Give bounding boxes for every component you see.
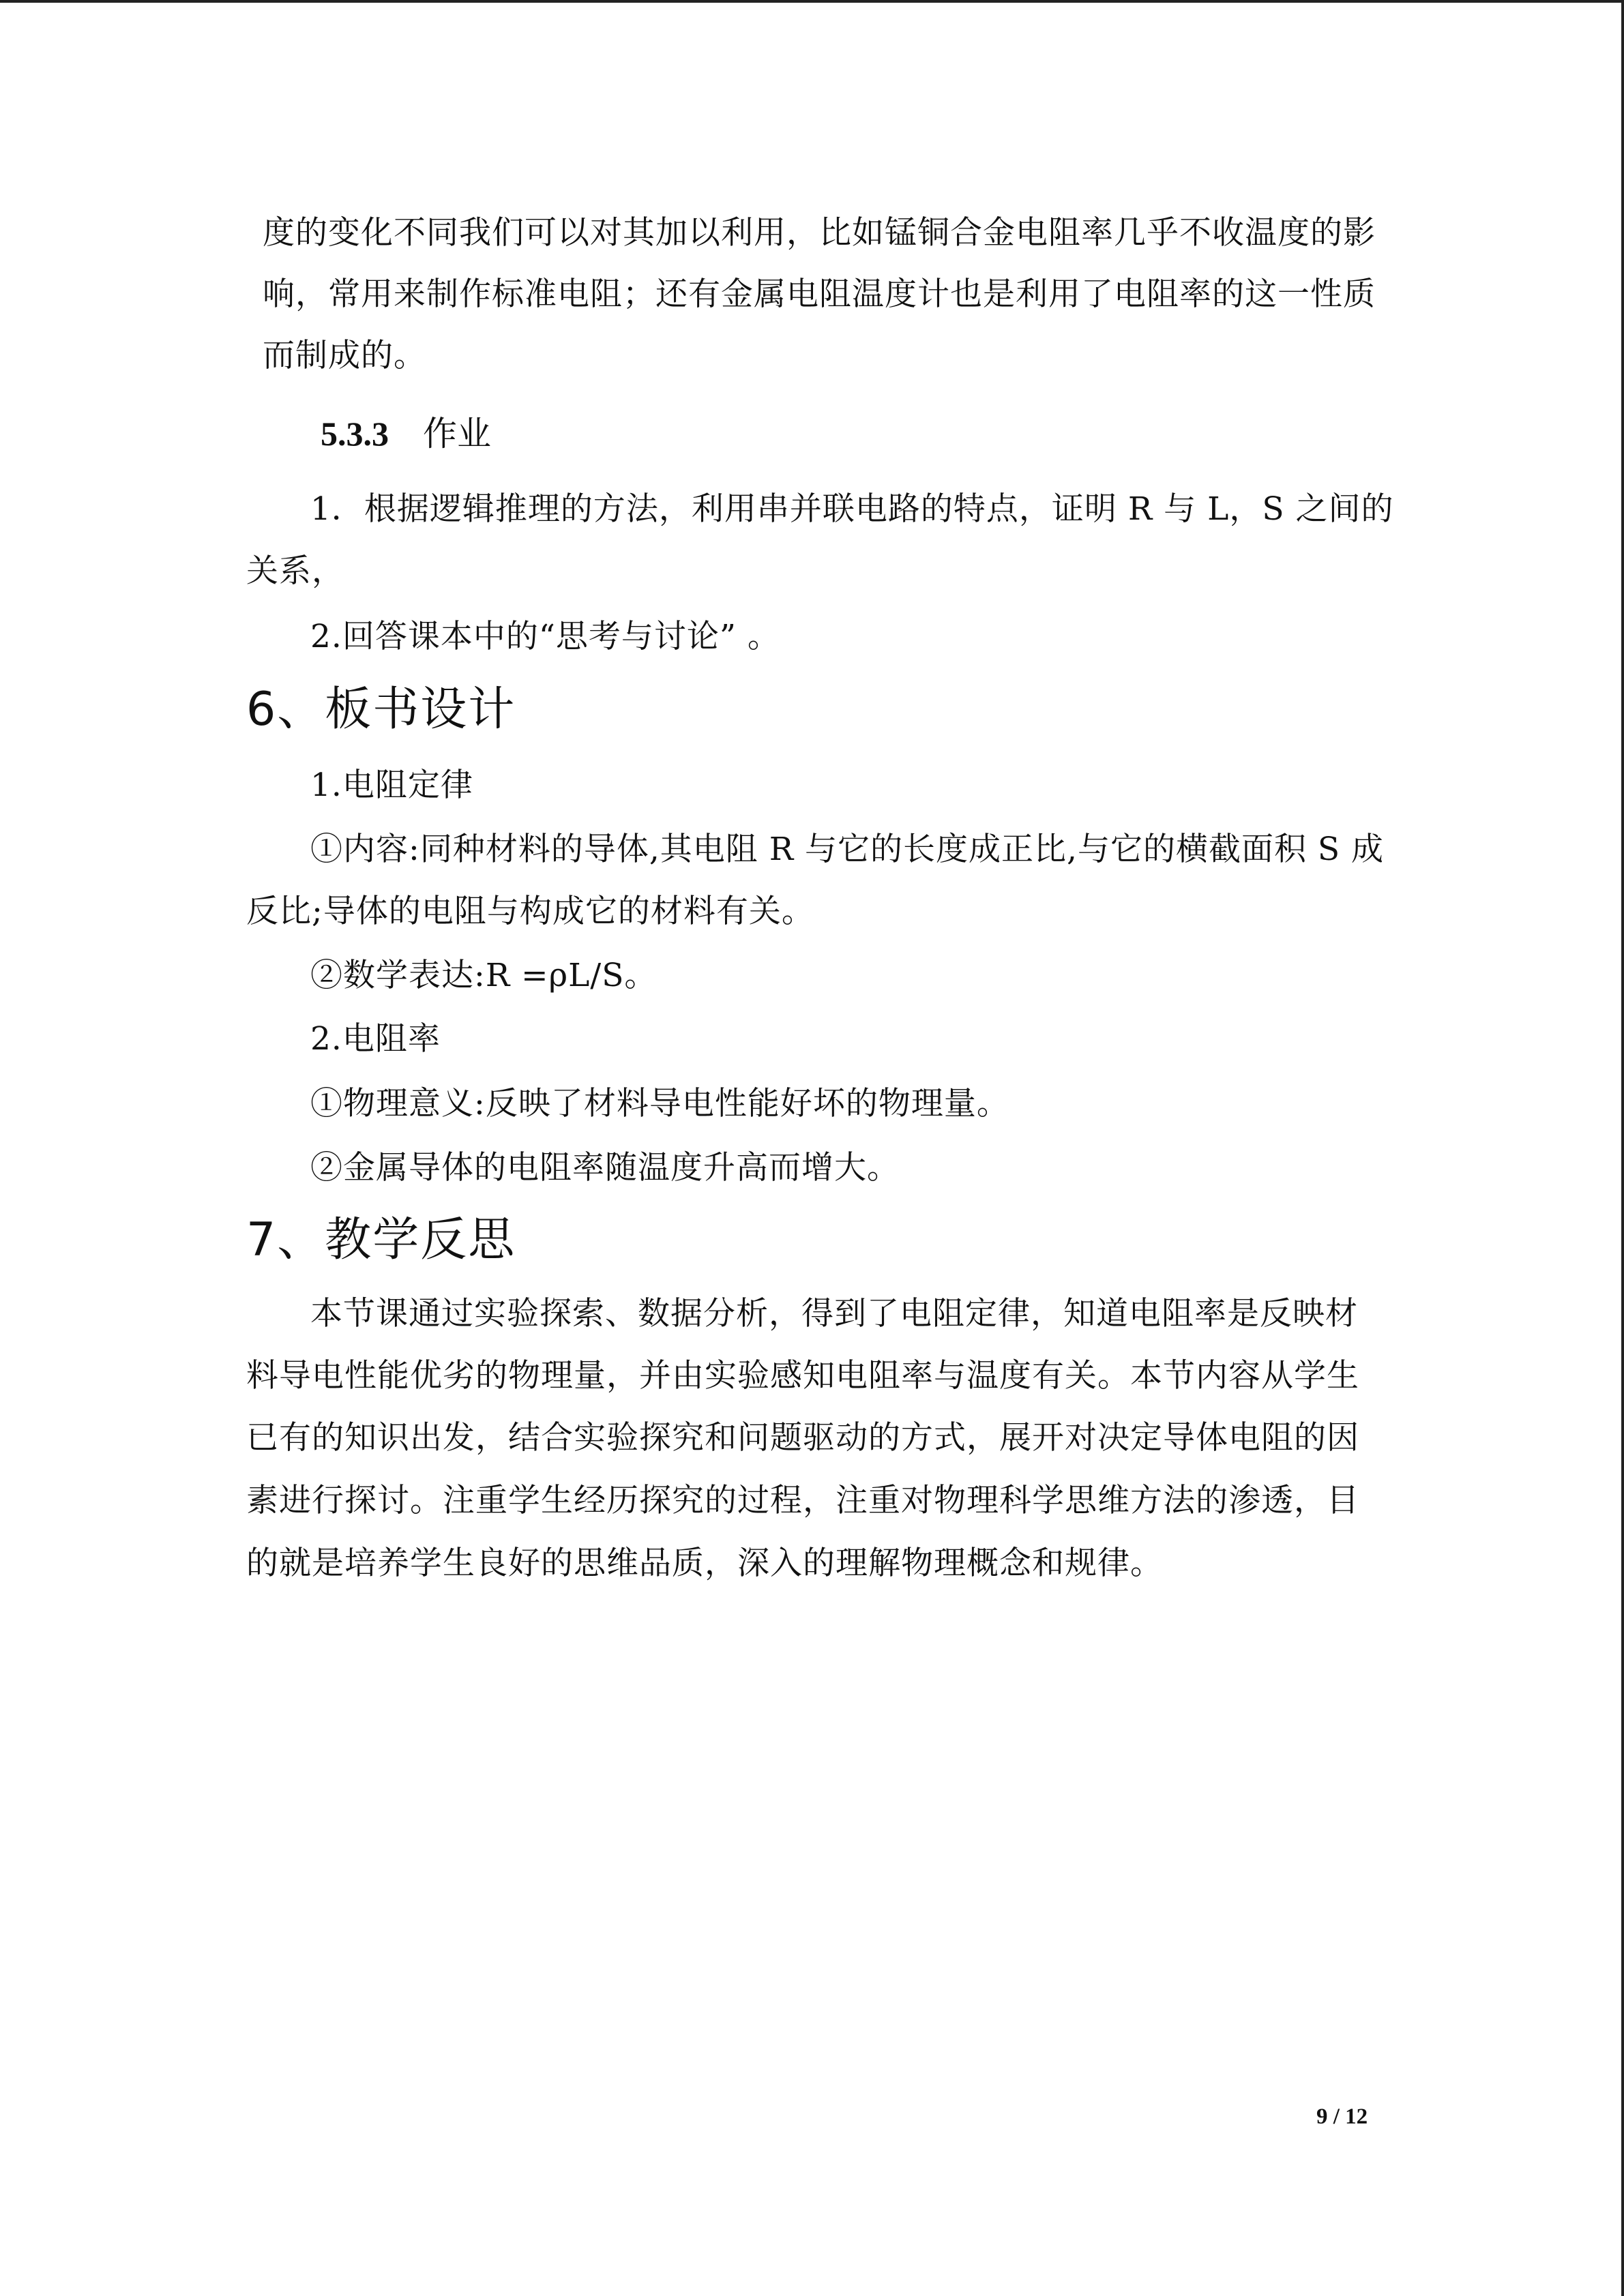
- paragraph-line: 响，常用来制作标准电阻；还有金属电阻温度计也是利用了电阻率的这一性质: [263, 275, 1376, 313]
- resistivity-temperature: ②金属导体的电阻率随温度升高而增大。: [310, 1149, 900, 1187]
- homework-item-1-cont: 关系，: [246, 552, 344, 590]
- section-heading-5-3-3: [321, 413, 491, 454]
- page-number: 9 / 12: [1316, 2104, 1368, 2129]
- law-content: ①内容:同种材料的导体,其电阻 R 与它的长度成正比,与它的横截面积 S 成: [310, 831, 1385, 868]
- section-number: 5.3.3: [321, 415, 389, 453]
- section-title: 作业: [423, 414, 491, 453]
- homework-item-2: 2.回答课本中的“思考与讨论” 。: [310, 618, 780, 655]
- paragraph-line: 而制成的。: [263, 337, 426, 374]
- reflection-line: 素进行探讨。注重学生经历探究的过程，注重对物理科学思维方法的渗透，目: [246, 1482, 1359, 1519]
- homework-item-1: 1．根据逻辑推理的方法，利用串并联电路的特点，证明 R 与 L，S 之间的: [310, 490, 1394, 528]
- resistivity-meaning: ①物理意义:反映了材料导电性能好坏的物理量。: [310, 1085, 1009, 1122]
- reflection-line: 料导电性能优劣的物理量，并由实验感知电阻率与温度有关。本节内容从学生: [246, 1357, 1359, 1395]
- law-formula: ②数学表达:R =ρL/S。: [310, 957, 658, 994]
- reflection-line: 的就是培养学生良好的思维品质，深入的理解物理概念和规律。: [246, 1545, 1163, 1582]
- resistivity-title: 2.电阻率: [310, 1020, 441, 1058]
- section-6-title: 6、板书设计: [246, 683, 516, 736]
- paragraph-line: 度的变化不同我们可以对其加以利用，比如锰铜合金电阻率几乎不收温度的影: [263, 214, 1376, 252]
- section-7-title: 7、教学反思: [246, 1213, 516, 1267]
- reflection-line: 已有的知识出发，结合实验探究和问题驱动的方式，展开对决定导体电阻的因: [246, 1419, 1359, 1457]
- law-title: 1.电阻定律: [310, 766, 473, 804]
- reflection-line: 本节课通过实验探索、数据分析，得到了电阻定律，知道电阻率是反映材: [310, 1295, 1358, 1332]
- law-content-cont: 反比;导体的电阻与构成它的材料有关。: [246, 893, 814, 930]
